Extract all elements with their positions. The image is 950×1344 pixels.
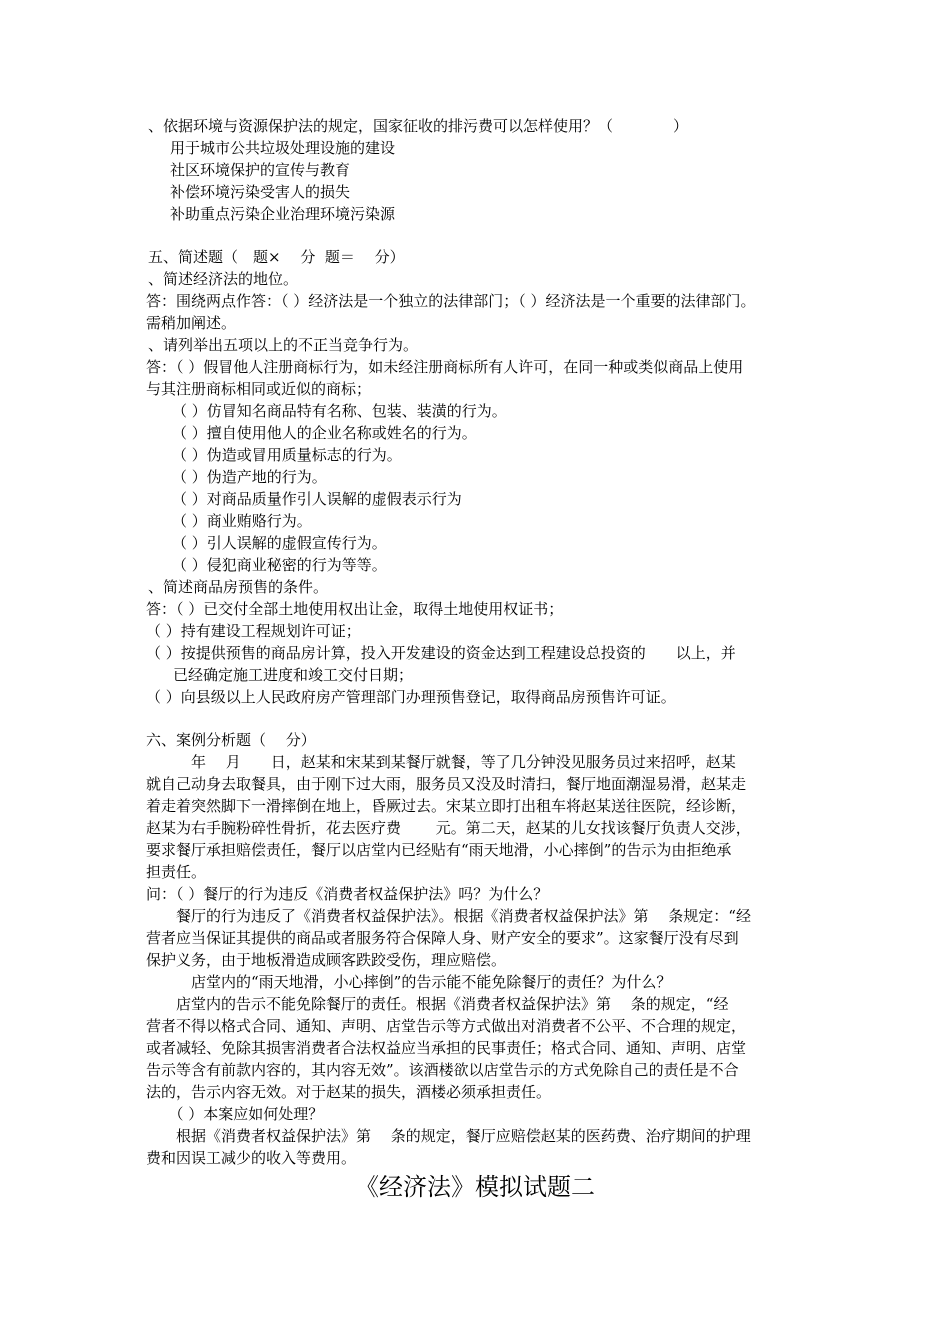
s6-question-2: 店堂内的“雨天地滑，小心摔倒”的告示能不能免除餐厅的责任？为什么？	[146, 973, 672, 991]
s6-answer-2-line: 营者不得以格式合同、通知、声明、店堂告示等方式做出对消费者不公平、不合理的规定，	[146, 1017, 747, 1035]
s6-answer-2-line: 法的，告示内容无效。对于赵某的损失，酒楼必须承担责任。	[146, 1083, 552, 1101]
next-exam-title: 《经济法》模拟试题二	[355, 1173, 595, 1201]
s6-answer-2-line: 或者减轻、免除其损害消费者合法权益应当承担的民事责任；格式合同、通知、声明、店堂	[146, 1039, 747, 1057]
s5-answer-3-line: （ ）持有建设工程规划许可证；	[146, 622, 361, 640]
s6-question-1: 问：（ ）餐厅的行为违反《消费者权益保护法》吗？为什么？	[146, 885, 549, 903]
s6-answer-1-line: 餐厅的行为违反了《消费者权益保护法》。根据《消费者权益保护法》第 条规定：“经	[146, 907, 751, 925]
s5-answer-3-line: 答：（ ）已交付全部土地使用权出让金，取得土地使用权证书；	[146, 600, 564, 618]
s5-answer-2-item: （ ）侵犯商业秘密的行为等等。	[172, 556, 387, 574]
s6-answer-1-line: 保护义务，由于地板滑造成顾客跌跤受伤，理应赔偿。	[146, 951, 507, 969]
s6-question-3: （ ）本案应如何处理？	[146, 1105, 324, 1123]
s5-answer-2-item: （ ）仿冒知名商品特有名称、包装、装潢的行为。	[172, 402, 507, 420]
s6-answer-2-line: 店堂内的告示不能免除餐厅的责任。根据《消费者权益保护法》第 条的规定，“经	[146, 995, 729, 1013]
case-text-line: 就自己动身去取餐具，由于刚下过大雨，服务员又没及时清扫，餐厅地面潮湿易滑，赵某走	[146, 775, 747, 793]
s5-answer-1-line: 需稍加阐述。	[146, 314, 237, 332]
case-text-line: 担责任。	[146, 863, 207, 881]
option-d: 补助重点污染企业治理环境污染源	[170, 205, 396, 223]
s5-answer-3-line: （ ）按提供预售的商品房计算，投入开发建设的资金达到工程建设总投资的 以上，并	[146, 644, 736, 662]
s5-question-2: 、请列举出五项以上的不正当竞争行为。	[148, 336, 419, 354]
s5-answer-2-line: 与其注册商标相同或近似的商标；	[146, 380, 372, 398]
s5-answer-3-line: （ ）向县级以上人民政府房产管理部门办理预售登记，取得商品房预售许可证。	[146, 688, 676, 706]
case-text-line: 年 月 日，赵某和宋某到某餐厅就餐，等了几分钟没见服务员过来招呼，赵某	[146, 753, 736, 771]
s5-question-1: 、简述经济法的地位。	[148, 270, 299, 288]
option-c: 补偿环境污染受害人的损失	[170, 183, 351, 201]
s5-answer-2-item: （ ）伪造或冒用质量标志的行为。	[172, 446, 402, 464]
option-a: 用于城市公共垃圾处理设施的建设	[170, 139, 396, 157]
case-text-line: 着走着突然脚下一滑摔倒在地上，昏厥过去。宋某立即打出租车将赵某送往医院，经诊断，	[146, 797, 747, 815]
s5-answer-2-item: （ ）商业贿赂行为。	[172, 512, 312, 530]
option-b: 社区环境保护的宣传与教育	[170, 161, 351, 179]
s5-answer-2-item: （ ）引人误解的虚假宣传行为。	[172, 534, 387, 552]
s5-answer-2-item: （ ）对商品质量作引人误解的虚假表示行为	[172, 490, 462, 508]
question-pollution-fee: 、依据环境与资源保护法的规定，国家征收的排污费可以怎样使用？（ ）	[148, 117, 689, 135]
case-text-line: 赵某为右手腕粉碎性骨折，花去医疗费 元。第二天，赵某的儿女找该餐厅负责人交涉，	[146, 819, 751, 837]
s5-answer-3-line: 已经确定施工进度和竣工交付日期；	[158, 666, 414, 684]
case-text-line: 要求餐厅承担赔偿责任，餐厅以店堂内已经贴有“雨天地滑，小心摔倒”的告示为由拒绝承	[146, 841, 732, 859]
s6-answer-1-line: 营者应当保证其提供的商品或者服务符合保障人身、财产安全的要求”。这家餐厅没有尽到	[146, 929, 739, 947]
s5-answer-2-line: 答：（ ）假冒他人注册商标行为，如未经注册商标所有人许可，在同一种或类似商品上使用	[146, 358, 744, 376]
s5-question-3: 、简述商品房预售的条件。	[148, 578, 329, 596]
s6-answer-3-line: 根据《消费者权益保护法》第 条的规定，餐厅应赔偿赵某的医药费、治疗期间的护理	[146, 1127, 751, 1145]
section5-heading: 五、简述题（ 题× 分 题＝ 分）	[148, 248, 405, 266]
s5-answer-2-item: （ ）伪造产地的行为。	[172, 468, 327, 486]
s6-answer-2-line: 告示等含有前款内容的，其内容无效”。该酒楼欲以店堂告示的方式免除自己的责任是不合	[146, 1061, 739, 1079]
s5-answer-1-line: 答：围绕两点作答：（ ）经济法是一个独立的法律部门；（ ）经济法是一个重要的法律部门。	[146, 292, 756, 310]
s6-answer-3-line: 费和因误工减少的收入等费用。	[146, 1149, 357, 1167]
section6-heading: 六、案例分析题（ 分）	[146, 731, 316, 749]
s5-answer-2-item: （ ）擅自使用他人的企业名称或姓名的行为。	[172, 424, 477, 442]
